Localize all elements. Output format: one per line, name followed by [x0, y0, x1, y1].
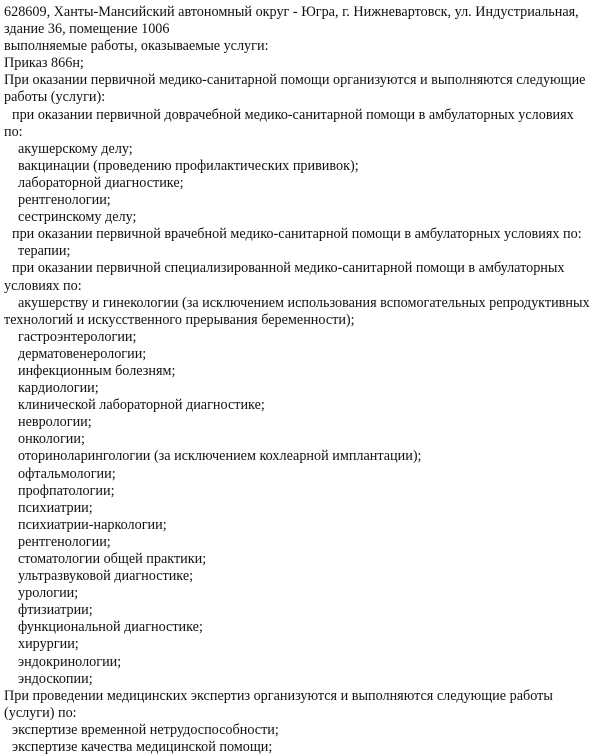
text-line: экспертизе временной нетрудоспособности;: [12, 721, 279, 738]
text-line: фтизиатрии;: [18, 602, 93, 619]
text-line: рентгенологии;: [18, 192, 111, 209]
text-line: кардиологии;: [18, 380, 99, 397]
text-line: офтальмологии;: [18, 465, 116, 482]
text-line: При проведении медицинских экспертиз организуются и выполняются следующие работы: [4, 687, 553, 704]
text-line: стоматологии общей практики;: [18, 551, 207, 567]
text-line: гастроэнтерологии;: [18, 328, 137, 345]
text-line: акушерству и гинекологии (за исключением использования вспомогательных репродуктивных: [18, 294, 590, 311]
text-line: условиях по:: [4, 277, 82, 294]
text-line: инфекционным болезням;: [18, 362, 176, 379]
text-line: онкологии;: [18, 431, 85, 448]
text-line: 628609, Ханты-Мансийский автономный округ - Югра, г. Нижневартовск, ул. Индустриальная,: [4, 4, 579, 20]
text-line: лабораторной диагностике;: [18, 174, 184, 191]
text-line: здание 36, помещение 1006: [4, 21, 170, 38]
text-line: хирургии;: [18, 636, 79, 653]
text-line: при оказании первичной специализированной медико-санитарной помощи в амбулаторных: [12, 260, 565, 277]
text-line: эндокринологии;: [18, 653, 122, 670]
text-line: технологий и искусственного прерывания беременности);: [4, 311, 355, 328]
text-line: сестринскому делу;: [18, 209, 137, 226]
text-line: психиатрии;: [18, 499, 93, 516]
text-line: эндоскопии;: [18, 670, 93, 687]
text-line: дерматовенерологии;: [18, 345, 147, 362]
text-line: выполняемые работы, оказываемые услуги:: [4, 38, 269, 55]
text-line: (услуги) по:: [4, 704, 77, 721]
text-line: вакцинации (проведению профилактических прививок);: [18, 157, 359, 174]
text-line: При оказании первичной медико-санитарной помощи организуются и выполняются следующие: [4, 72, 586, 89]
text-line: ультразвуковой диагностике;: [18, 568, 194, 585]
text-line: оториноларингологии (за исключением кохлеарной имплантации);: [18, 448, 422, 465]
text-line: психиатрии-наркологии;: [18, 516, 167, 533]
text-line: Приказ 866н;: [4, 55, 84, 72]
text-line: акушерскому делу;: [18, 140, 133, 157]
text-line: при оказании первичной врачебной медико-санитарной помощи в амбулаторных условиях по:: [12, 226, 582, 243]
text-line: при оказании первичной доврачебной медико-санитарной помощи в амбулаторных условиях: [12, 106, 574, 123]
text-line: экспертизе качества медицинской помощи;: [12, 739, 273, 756]
text-line: по:: [4, 123, 23, 140]
text-line: неврологии;: [18, 414, 92, 431]
text-line: работы (услуги):: [4, 89, 106, 106]
text-line: терапии;: [18, 243, 71, 260]
text-line: рентгенологии;: [18, 533, 111, 550]
text-line: функциональной диагностике;: [18, 619, 203, 636]
text-line: профпатологии;: [18, 482, 115, 499]
text-line: урологии;: [18, 585, 79, 602]
text-line: клинической лабораторной диагностике;: [18, 397, 265, 414]
